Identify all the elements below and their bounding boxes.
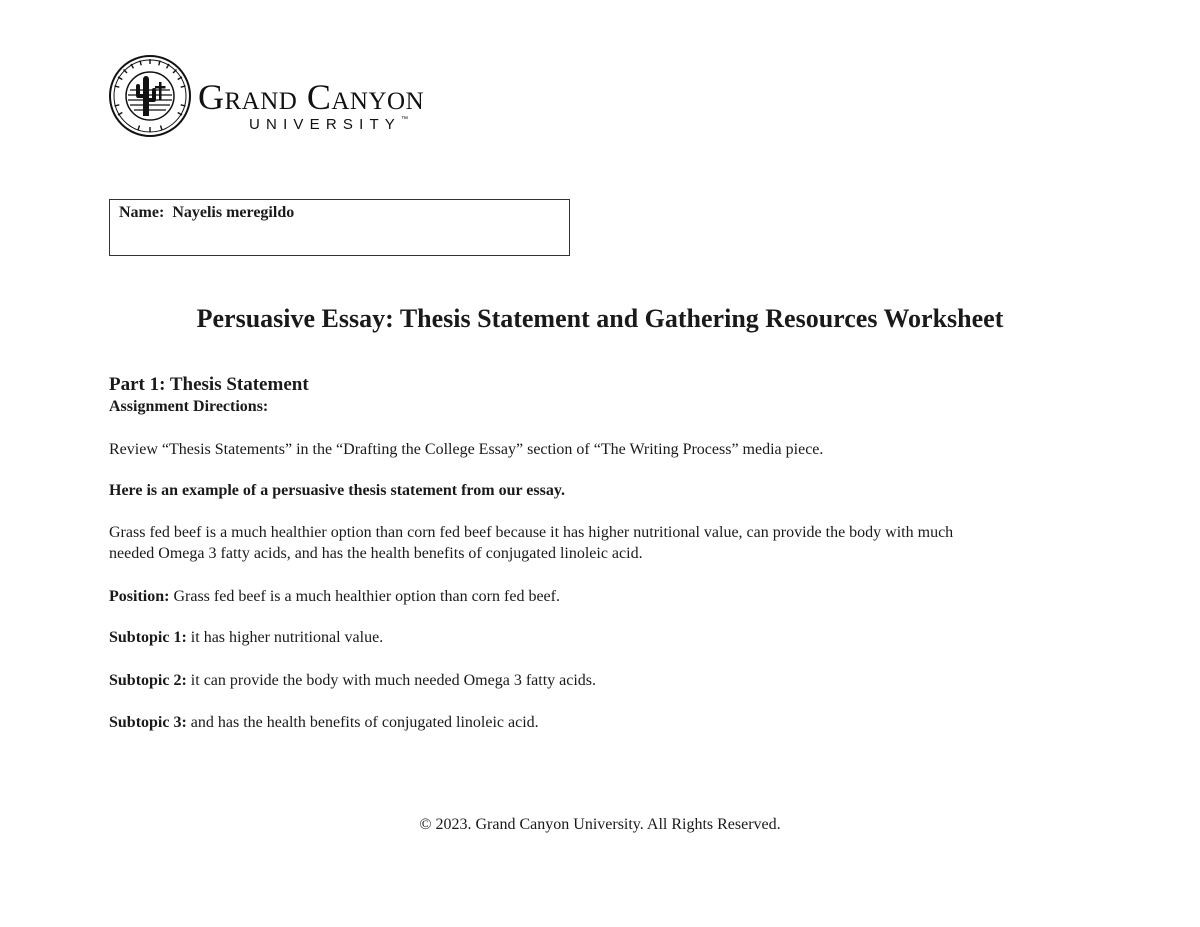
subtopic-2-text: it can provide the body with much needed Omega 3 fatty acids. xyxy=(190,672,597,689)
subtopic-1-text: it has higher nutritional value. xyxy=(190,629,384,646)
university-seal-icon xyxy=(108,54,192,138)
university-logo xyxy=(108,54,488,140)
example-thesis-line-2: needed Omega 3 fatty acids, and has the health benefits of conjugated linoleic acid. xyxy=(109,545,643,562)
position-row xyxy=(109,586,560,607)
logo-wordmark-university xyxy=(249,116,408,133)
logo-university-text: UNIVERSITY xyxy=(249,116,402,133)
document-title: Persuasive Essay: Thesis Statement and Gathering Resources Worksheet xyxy=(196,304,1004,333)
name-label: Name: xyxy=(119,204,165,221)
example-intro: Here is an example of a persuasive thesis statement from our essay. xyxy=(109,482,565,499)
example-thesis-line-1: Grass fed beef is a much healthier option than corn fed beef because it has higher nutritional value, can provide the body with much xyxy=(109,524,954,541)
name-field-box[interactable] xyxy=(109,199,570,256)
name-line xyxy=(119,204,294,222)
logo-wordmark-name: Grand Canyon xyxy=(198,77,425,117)
subtopic-2-row xyxy=(109,670,596,691)
subtopic-1-label: Subtopic 1: xyxy=(109,629,187,646)
subtopic-2-label: Subtopic 2: xyxy=(109,672,187,689)
review-instructions: Review “Thesis Statements” in the “Drafting the College Essay” section of “The Writing Process” media piece. xyxy=(109,441,824,458)
subtopic-3-text: and has the health benefits of conjugated linoleic acid. xyxy=(190,714,539,731)
trademark-symbol: ™ xyxy=(401,116,409,123)
part1-heading: Part 1: Thesis Statement xyxy=(109,374,309,395)
name-value[interactable]: Nayelis meregildo xyxy=(172,204,295,221)
position-text: Grass fed beef is a much healthier option than corn fed beef. xyxy=(173,588,560,605)
position-label: Position: xyxy=(109,588,170,605)
subtopic-3-label: Subtopic 3: xyxy=(109,714,187,731)
subtopic-3-row xyxy=(109,712,539,733)
subtopic-1-row xyxy=(109,627,383,648)
copyright-footer: © 2023. Grand Canyon University. All Rights Reserved. xyxy=(419,816,781,833)
assignment-directions-label: Assignment Directions: xyxy=(109,398,269,415)
